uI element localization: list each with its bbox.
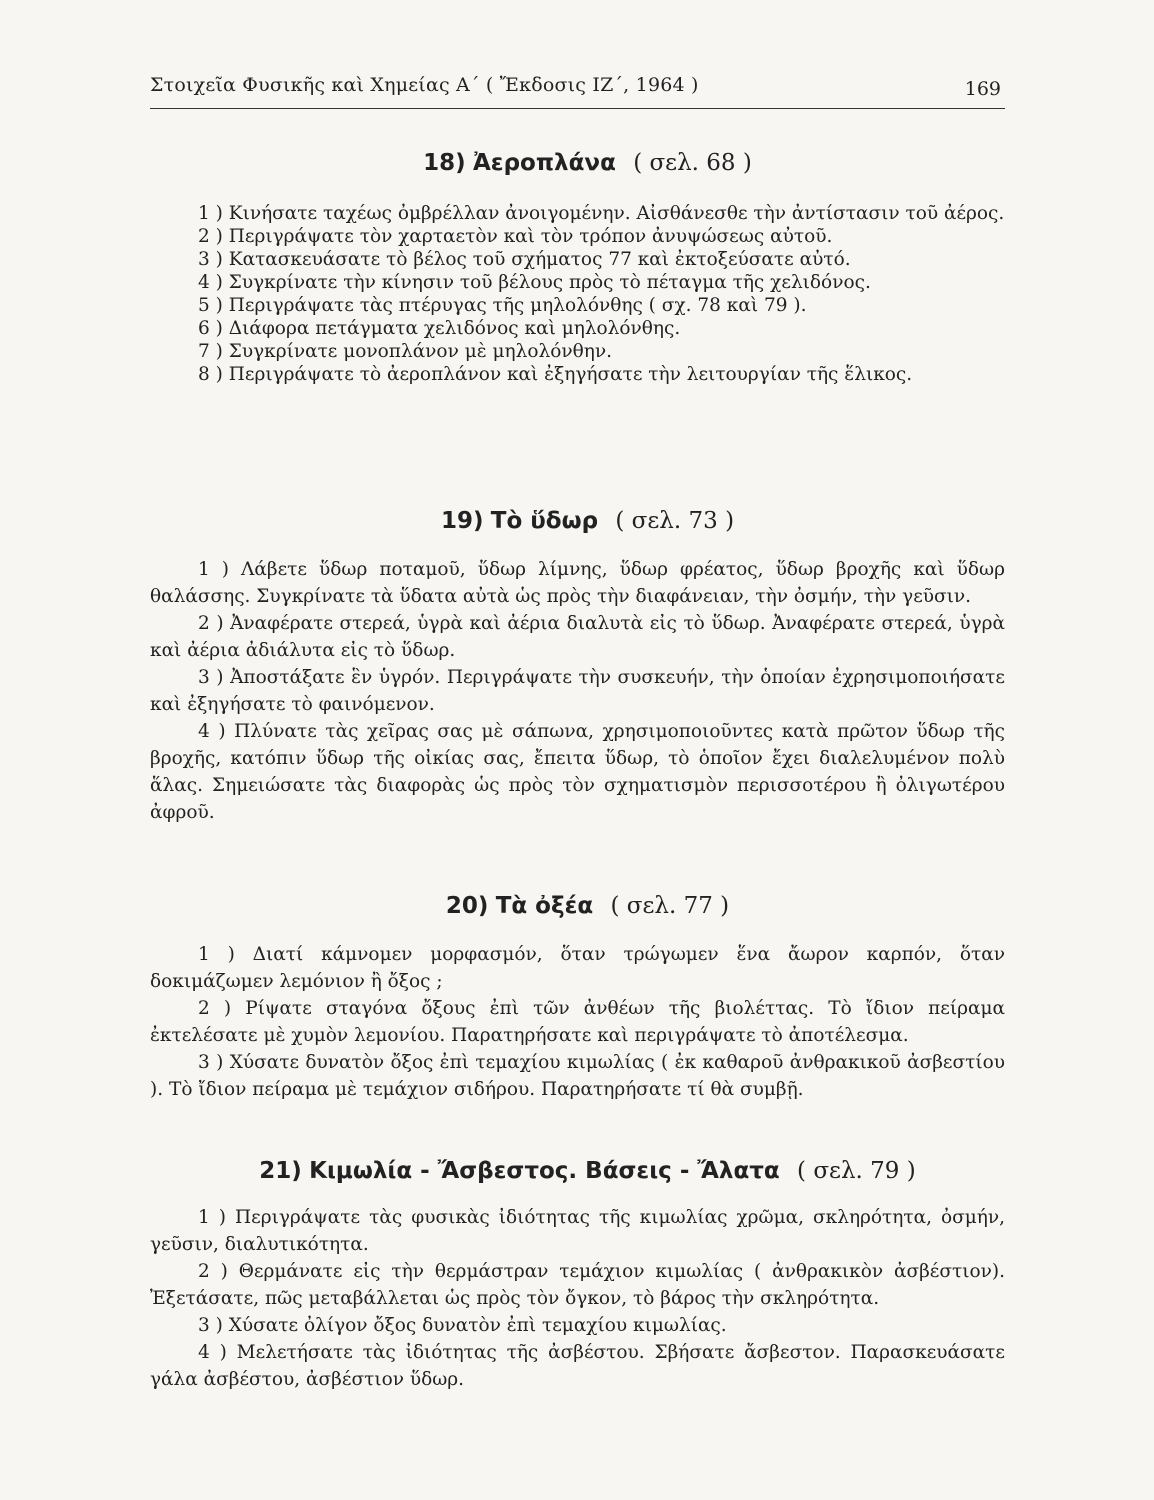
list-item: 2 ) Ρίψατε σταγόνα ὄξους ἐπὶ τῶν ἀνθέων τῆς βιολέττας. Τὸ ἴδιον πείραμα ἐκτελέσατε μὲ χυμὸν λεμονίου. Παρατηρήσατε καὶ περιγράψατε τὸ ἀποτέλεσμα.: [150, 998, 1005, 1046]
list-item: 1 ) Κινήσατε ταχέως ὀμβρέλλαν ἀνοιγομένην. Αἰσθάνεσθε τὴν ἀντίστασιν τοῦ ἀέρος.: [198, 203, 1005, 224]
page-number: 169: [964, 78, 1001, 100]
section-title: [150, 508, 1005, 534]
section-number: 21): [259, 1158, 302, 1184]
section-items: [150, 556, 1005, 826]
section-items: [150, 202, 1005, 386]
list-item: 4 ) Συγκρίνατε τὴν κίνησιν τοῦ βέλους πρὸς τὸ πέταγμα τῆς χελιδόνος.: [198, 272, 871, 293]
section-page-ref: ( σελ. 73 ): [615, 508, 735, 534]
list-item: 3 ) Χύσατε ὀλίγον ὄξος δυνατὸν ἐπὶ τεμαχίου κιμωλίας.: [198, 1315, 727, 1336]
section-name: Τὰ ὀξέα: [495, 893, 594, 919]
section-items: [150, 1204, 1005, 1393]
section-19: [150, 508, 1005, 826]
section-page-ref: ( σελ. 79 ): [797, 1158, 916, 1184]
section-number: 19): [440, 508, 484, 534]
list-item: 3 ) Ἀποστάξατε ἓν ὑγρόν. Περιγράψατε τὴν συσκευήν, τὴν ὁποίαν ἐχρησιμοποιήσατε καὶ ἐξηγήσατε τὸ φαινόμενον.: [150, 667, 1005, 715]
section-items: [150, 941, 1005, 1103]
section-page-ref: ( σελ. 77 ): [610, 893, 730, 919]
list-item: 6 ) Διάφορα πετάγματα χελιδόνος καὶ μηλολόνθης.: [198, 318, 681, 339]
list-item: 1 ) Λάβετε ὕδωρ ποταμοῦ, ὕδωρ λίμνης, ὕδωρ φρέατος, ὕδωρ βροχῆς καὶ ὕδωρ θαλάσσης. Συγκρίνατε τὰ ὕδατα αὐτὰ ὡς πρὸς τὴν διαφάνειαν, τὴν ὀσμήν, τὴν γεῦσιν.: [150, 559, 1005, 607]
list-item: 4 ) Μελετήσατε τὰς ἰδιότητας τῆς ἀσβέστου. Σβήσατε ἄσβεστον. Παρασκευάσατε γάλα ἀσβέστου, ἀσβέστιον ὕδωρ.: [150, 1342, 1005, 1390]
section-title: [150, 893, 1005, 919]
list-item: 5 ) Περιγράψατε τὰς πτέρυγας τῆς μηλολόνθης ( σχ. 78 καὶ 79 ).: [198, 295, 807, 316]
list-item: 2 ) Θερμάνατε εἰς τὴν θερμάστραν τεμάχιον κιμωλίας ( ἀνθρακικὸν ἀσβέστιον). Ἐξετάσατε, πῶς μεταβάλλεται ὡς πρὸς τὸν ὄγκον, τὸ βάρος τὴν σκληρότητα.: [150, 1261, 1005, 1309]
header-title: Στοιχεῖα Φυσικῆς καὶ Χημείας Α΄ ( Ἔκδοσις ΙΖ΄, 1964 ): [150, 74, 699, 96]
list-item: 7 ) Συγκρίνατε μονοπλάνον μὲ μηλολόνθην.: [198, 341, 612, 362]
section-21: [150, 1158, 1005, 1393]
section-name: Ἀεροπλάνα: [472, 150, 616, 176]
section-title: [150, 1158, 1005, 1184]
section-18: [150, 150, 1005, 386]
list-item: 2 ) Ἀναφέρατε στερεά, ὑγρὰ καὶ ἀέρια διαλυτὰ εἰς τὸ ὕδωρ. Ἀναφέρατε στερεά, ὑγρὰ καὶ ἀέρια ἀδιάλυτα εἰς τὸ ὕδωρ.: [150, 613, 1005, 661]
list-item: 8 ) Περιγράψατε τὸ ἀεροπλάνον καὶ ἐξηγήσατε τὴν λειτουργίαν τῆς ἕλικος.: [198, 364, 913, 385]
section-title: [150, 150, 1005, 176]
list-item: 1 ) Περιγράψατε τὰς φυσικὰς ἰδιότητας τῆς κιμωλίας χρῶμα, σκληρότητα, ὀσμήν, γεῦσιν, διαλυτικότητα.: [150, 1207, 1005, 1255]
list-item: 3 ) Χύσατε δυνατὸν ὄξος ἐπὶ τεμαχίου κιμωλίας ( ἐκ καθαροῦ ἀνθρακικοῦ ἀσβεστίου ). Τὸ ἴδιον πείραμα μὲ τεμάχιον σιδήρου. Παρατηρήσατε τί θὰ συμβῇ.: [150, 1052, 1005, 1100]
section-name: Κιμωλία - Ἄσβεστος. Βάσεις - Ἄλατα: [309, 1158, 780, 1184]
list-item: 1 ) Διατί κάμνομεν μορφασμόν, ὅταν τρώγωμεν ἕνα ἄωρον καρπόν, ὅταν δοκιμάζωμεν λεμόνιον ἢ ὄξος ;: [150, 944, 1005, 992]
list-item: 2 ) Περιγράψατε τὸν χαρταετὸν καὶ τὸν τρόπον ἀνυψώσεως αὐτοῦ.: [198, 226, 833, 247]
section-20: [150, 893, 1005, 1103]
list-item: 3 ) Κατασκευάσατε τὸ βέλος τοῦ σχήματος 77 καὶ ἐκτοξεύσατε αὐτό.: [198, 249, 851, 270]
section-number: 20): [445, 893, 489, 919]
list-item: 4 ) Πλύνατε τὰς χεῖρας σας μὲ σάπωνα, χρησιμοποιοῦντες κατὰ πρῶτον ὕδωρ τῆς βροχῆς, κατόπιν ὕδωρ τῆς οἰκίας σας, ἔπειτα ὕδωρ, τὸ ὁποῖον ἔχει διαλελυμένον πολὺ ἅλας. Σημειώσατε τὰς διαφορὰς ὡς πρὸς τὸν σχηματισμὸν περισσοτέρου ἢ ὀλιγωτέρου ἀφροῦ.: [150, 721, 1005, 823]
section-page-ref: ( σελ. 68 ): [633, 150, 752, 176]
running-header: [150, 72, 1005, 109]
section-number: 18): [423, 150, 466, 176]
section-name: Τὸ ὕδωρ: [490, 508, 599, 534]
